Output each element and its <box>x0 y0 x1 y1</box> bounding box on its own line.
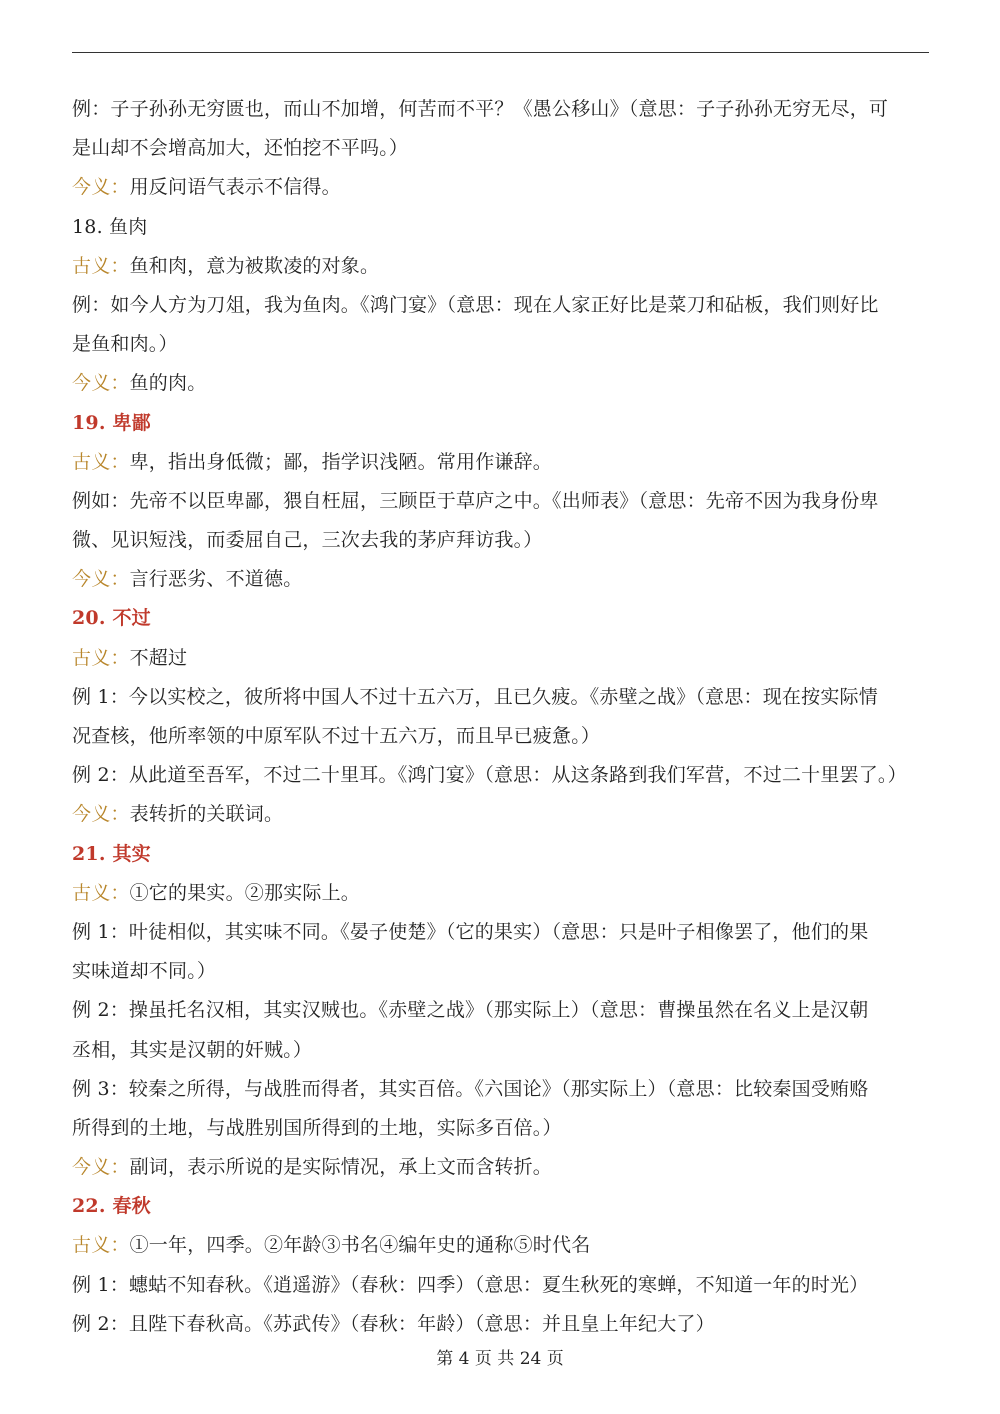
definition-label: 今义： <box>72 803 130 826</box>
section-heading: 20. 不过 <box>72 607 151 630</box>
definition-text: ①它的果实。②那实际上。 <box>129 881 361 904</box>
definition-line <box>72 1226 929 1265</box>
definition-line <box>72 364 929 403</box>
definition-text: 副词，表示所说的是实际情况，承上文而含转折。 <box>129 1156 553 1179</box>
definition-label: 古义： <box>72 254 130 277</box>
section-heading: 22. 春秋 <box>72 1195 151 1218</box>
section-heading: 21. 其实 <box>72 842 151 865</box>
text-line: 例 2：且陛下春秋高。《苏武传》（春秋：年龄）（意思：并且皇上年纪大了） <box>72 1312 715 1335</box>
text-line: 例：如今人方为刀俎，我为鱼肉。《鸿门宴》（意思：现在人家正好比是菜刀和砧板，我们则好比 <box>72 293 879 316</box>
definition-label: 今义： <box>72 1156 130 1179</box>
definition-text: 鱼和肉，意为被欺凌的对象。 <box>129 254 380 277</box>
text-line: 例 3：较秦之所得，与战胜而得者，其实百倍。《六国论》（那实际上）（意思：比较秦国受贿赂 <box>72 1077 869 1100</box>
definition-text: 言行恶劣、不道德。 <box>129 568 303 591</box>
definition-line <box>72 1148 929 1187</box>
text-line: 所得到的土地，与战胜别国所得到的土地，实际多百倍。） <box>72 1116 562 1139</box>
definition-line <box>72 639 929 678</box>
definition-label: 古义： <box>72 1234 130 1257</box>
text-line: 例 1：叶徒相似，其实味不同。《晏子使楚》（它的果实）（意思：只是叶子相像罢了，他们的果 <box>72 920 869 943</box>
section-heading: 19. 卑鄙 <box>72 411 151 434</box>
definition-line <box>72 443 929 482</box>
header-rule <box>72 52 929 53</box>
definition-label: 今义： <box>72 372 130 395</box>
definition-label: 今义： <box>72 568 130 591</box>
definition-text: ①一年，四季。②年龄③书名④编年史的通称⑤时代名 <box>129 1234 591 1257</box>
text-line: 是山却不会增高加大，还怕挖不平吗。） <box>72 137 409 160</box>
definition-label: 今义： <box>72 176 130 199</box>
definition-text: 用反问语气表示不信得。 <box>129 176 341 199</box>
definition-text: 鱼的肉。 <box>129 372 207 395</box>
text-line: 实味道却不同。） <box>72 960 217 983</box>
text-line: 例 2：操虽托名汉相，其实汉贼也。《赤壁之战》（那实际上）（意思：曹操虽然在名义上是汉朝 <box>72 999 869 1022</box>
section-heading: 18. 鱼肉 <box>72 215 148 238</box>
definition-line <box>72 168 929 207</box>
definition-label: 古义： <box>72 450 130 473</box>
definition-text: 表转折的关联词。 <box>129 803 284 826</box>
definition-label: 古义： <box>72 646 130 669</box>
definition-text: 不超过 <box>129 646 188 669</box>
text-line: 例如：先帝不以臣卑鄙，猥自枉屈，三顾臣于草庐之中。《出师表》（意思：先帝不因为我身份卑 <box>72 489 879 512</box>
definition-line <box>72 247 929 286</box>
text-line: 例：子子孙孙无穷匮也，而山不加增，何苦而不平？《愚公移山》（意思：子子孙孙无穷无尽，可 <box>72 98 889 120</box>
document-body <box>72 90 929 1344</box>
text-line: 例 1：蟪蛄不知春秋。《逍遥游》（春秋：四季）（意思：夏生秋死的寒蝉，不知道一年的时光） <box>72 1273 869 1296</box>
text-line: 例 1：今以实校之，彼所将中国人不过十五六万，且已久疲。《赤壁之战》（意思：现在按实际情 <box>72 685 878 708</box>
page-footer: 第 4 页 共 24 页 <box>436 1349 564 1369</box>
definition-label: 古义： <box>72 881 130 904</box>
definition-line <box>72 560 929 599</box>
text-line: 况查核，他所率领的中原军队不过十五六万，而且早已疲惫。） <box>72 725 601 747</box>
definition-text: 卑，指出身低微；鄙，指学识浅陋。常用作谦辞。 <box>129 450 553 473</box>
definition-line <box>72 795 929 834</box>
definition-line <box>72 874 929 913</box>
text-line: 是鱼和肉。） <box>72 333 178 356</box>
text-line: 微、见识短浅，而委屈自己，三次去我的茅庐拜访我。） <box>72 529 543 552</box>
text-line: 例 2：从此道至吾军，不过二十里耳。《鸿门宴》（意思：从这条路到我们军营，不过二十里罢了。） <box>72 764 907 787</box>
text-line: 丞相，其实是汉朝的奸贼。） <box>72 1038 313 1061</box>
